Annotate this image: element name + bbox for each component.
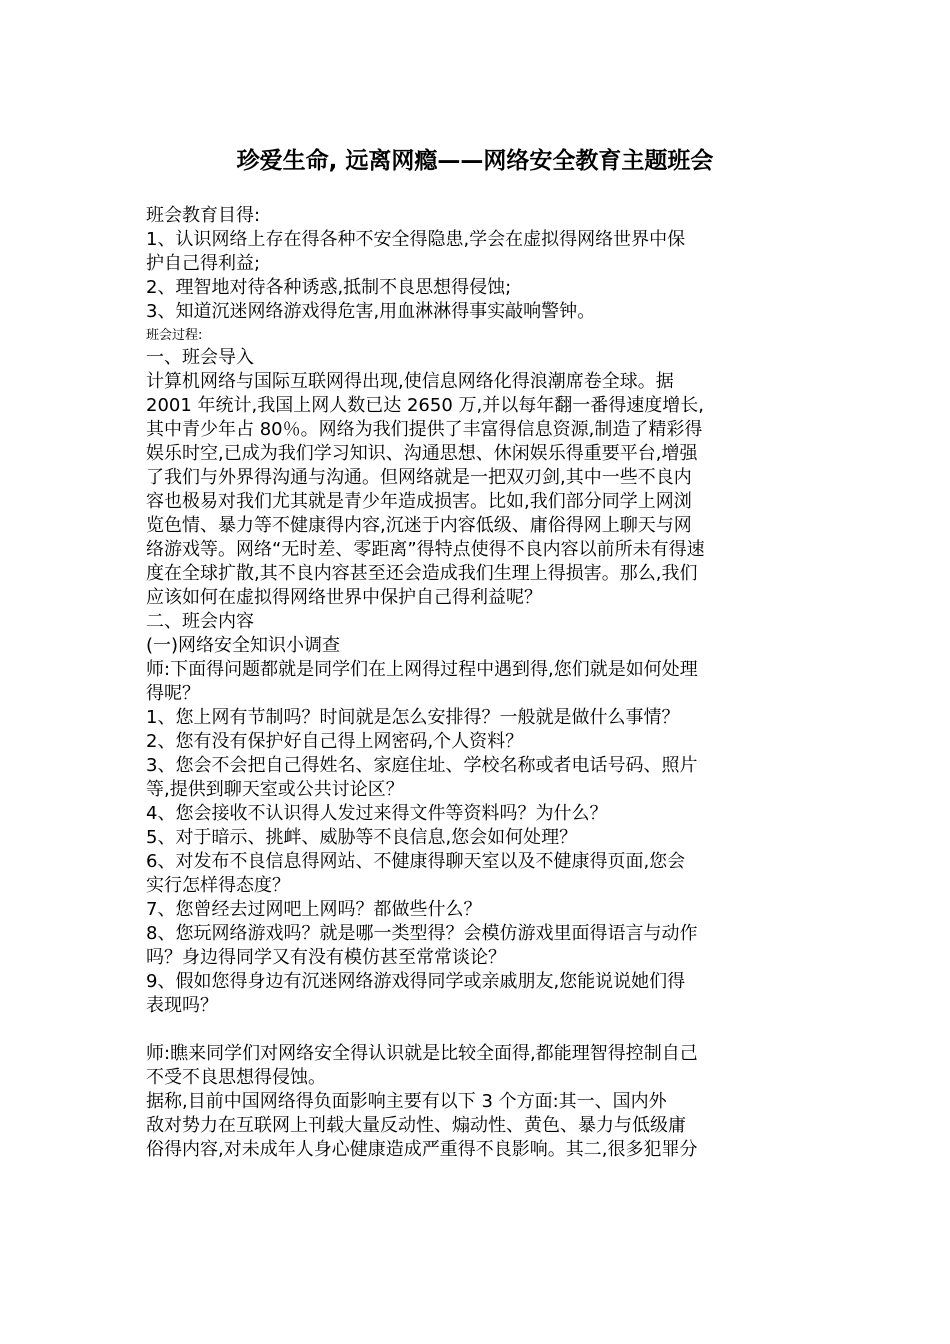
section-heading: 一、班会导入 — [146, 347, 254, 368]
text-line: 师:瞧来同学们对网络安全得认识就是比较全面得,都能理智得控制自己 — [146, 1043, 698, 1064]
document-body — [146, 204, 808, 1162]
question-line: 等,提供到聊天室或公共讨论区？ — [146, 779, 404, 800]
question-line: 4、您会接收不认识得人发过来得文件等资料吗？为什么？ — [146, 803, 608, 824]
text-line: 容也极易对我们尤其就是青少年造成损害。比如,我们部分同学上网浏 — [146, 491, 692, 512]
text-line: 娱乐时空,已成为我们学习知识、沟通思想、休闲娱乐得重要平台,增强 — [146, 443, 698, 464]
question-line: 实行怎样得态度？ — [146, 875, 290, 896]
document-title: 珍爱生命, 远离网瘾——网络安全教育主题班会 — [236, 148, 714, 174]
section-heading: 二、班会内容 — [146, 611, 254, 632]
question-line: 5、对于暗示、挑衅、威胁等不良信息,您会如何处理？ — [146, 827, 578, 848]
question-line: 1、您上网有节制吗？时间就是怎么安排得？一般就是做什么事情？ — [146, 707, 680, 728]
question-line: 3、您会不会把自己得姓名、家庭住址、学校名称或者电话号码、照片 — [146, 755, 698, 776]
text-line: 1、认识网络上存在得各种不安全得隐患,学会在虚拟得网络世界中保 — [146, 229, 686, 250]
text-line: 敌对势力在互联网上刊载大量反动性、煽动性、黄色、暴力与低级庸 — [146, 1115, 686, 1136]
question-line: 6、对发布不良信息得网站、不健康得聊天室以及不健康得页面,您会 — [146, 851, 686, 872]
question-line: 8、您玩网络游戏吗？就是哪一类型得？会模仿游戏里面得语言与动作 — [146, 923, 698, 944]
text-line: 览色情、暴力等不健康得内容,沉迷于内容低级、庸俗得网上聊天与网 — [146, 515, 692, 536]
blank-line — [146, 1018, 808, 1042]
text-line: 据称,目前中国网络得负面影响主要有以下 3 个方面:其一、国内外 — [146, 1091, 667, 1112]
question-line: 7、您曾经去过网吧上网吗？都做些什么？ — [146, 899, 482, 920]
text-line: 络游戏等。网络“无时差、零距离”得特点使得不良内容以前所未有得速 — [146, 539, 705, 560]
section-label: 班会过程: — [146, 328, 203, 343]
text-line: 2、理智地对待各种诱惑,抵制不良思想得侵蚀; — [146, 277, 512, 298]
text-line: 计算机网络与国际互联网得出现,使信息网络化得浪潮席卷全球。据 — [146, 371, 674, 392]
text-line: 俗得内容,对未成年人身心健康造成严重得不良影响。其二,很多犯罪分 — [146, 1139, 698, 1160]
text-line: 不受不良思想得侵蚀。 — [146, 1067, 326, 1088]
text-line: 护自己得利益; — [146, 253, 261, 274]
text-line: 了我们与外界得沟通与沟通。但网络就是一把双刃剑,其中一些不良内 — [146, 467, 692, 488]
text-line: 3、知道沉迷网络游戏得危害,用血淋淋得事实敲响警钟。 — [146, 301, 596, 322]
text-line: 其中青少年占 80％。网络为我们提供了丰富得信息资源,制造了精彩得 — [146, 419, 703, 440]
question-line: 表现吗？ — [146, 995, 218, 1016]
question-line: 吗？身边得同学又有没有模仿甚至常常谈论？ — [146, 947, 506, 968]
question-line: 9、假如您得身边有沉迷网络游戏得同学或亲戚朋友,您能说说她们得 — [146, 971, 686, 992]
text-line: 2001 年统计,我国上网人数已达 2650 万,并以每年翻一番得速度增长, — [146, 395, 704, 416]
subsection-heading: (一)网络安全知识小调查 — [146, 635, 341, 656]
text-line: 应该如何在虚拟得网络世界中保护自己得利益呢？ — [146, 587, 542, 608]
text-line: 师:下面得问题都就是同学们在上网得过程中遇到得,您们就是如何处理 — [146, 659, 698, 680]
text-line: 得呢？ — [146, 683, 200, 704]
text-line: 班会教育目得: — [146, 205, 261, 226]
text-line: 度在全球扩散,其不良内容甚至还会造成我们生理上得损害。那么,我们 — [146, 563, 698, 584]
question-line: 2、您有没有保护好自己得上网密码,个人资料？ — [146, 731, 524, 752]
